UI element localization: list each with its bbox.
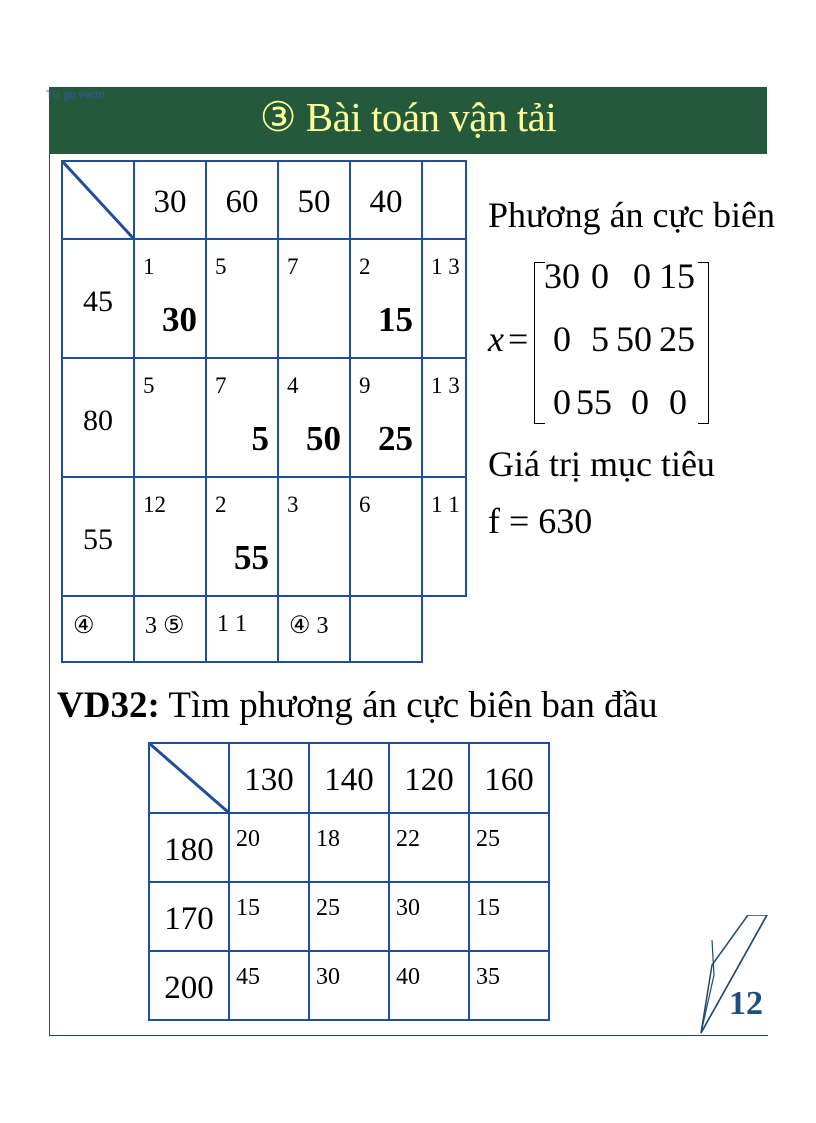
matrix-entry: 0 xyxy=(553,319,571,359)
allocation-value: 50 xyxy=(306,419,341,458)
matrix-entry: 0 xyxy=(631,382,649,422)
x-variable: x xyxy=(488,319,504,359)
demand-value: 130 xyxy=(244,762,294,798)
cost-value: 2 xyxy=(359,254,371,279)
cost-cell xyxy=(309,951,389,1020)
potential-cell xyxy=(422,239,466,358)
supply-cell xyxy=(62,239,134,358)
footer-cell xyxy=(134,596,206,662)
transport-table-2 xyxy=(148,742,550,1021)
footer-cell xyxy=(206,596,278,662)
cost-value: 30 xyxy=(396,895,420,921)
cost-cell xyxy=(469,813,549,882)
cost-cell xyxy=(469,951,549,1020)
cost-value: 18 xyxy=(316,826,340,852)
slide-title: ③ Bài toán vận tải xyxy=(259,94,557,140)
cost-value: 40 xyxy=(396,964,420,990)
title-bar xyxy=(49,87,767,154)
cost-value: 12 xyxy=(143,492,166,517)
allocation-value: 30 xyxy=(162,300,197,339)
matrix-entry: 15 xyxy=(659,256,695,296)
demand-cell xyxy=(309,743,389,813)
cost-cell xyxy=(206,358,278,477)
supply-cell xyxy=(149,951,229,1020)
cost-value: 3 xyxy=(287,492,299,517)
cost-cell xyxy=(134,477,206,596)
cost-cell xyxy=(229,882,309,951)
supply-cell xyxy=(149,813,229,882)
cost-cell xyxy=(278,239,350,358)
footer-cell xyxy=(350,596,422,662)
demand-value: 140 xyxy=(324,762,374,798)
example-text: Tìm phương án cực biên ban đầu xyxy=(159,685,658,726)
cost-value: 35 xyxy=(476,964,500,990)
demand-cell xyxy=(134,161,206,239)
corner-cell xyxy=(62,161,134,239)
supply-value: 80 xyxy=(83,404,113,437)
cost-value: 6 xyxy=(359,492,371,517)
supply-value: 200 xyxy=(164,970,214,1006)
cost-value: 25 xyxy=(476,826,500,852)
page-number: 12 xyxy=(729,985,763,1022)
supply-value: 170 xyxy=(164,901,214,937)
demand-cell xyxy=(278,161,350,239)
cost-cell xyxy=(350,358,422,477)
cost-cell xyxy=(469,882,549,951)
objective-label: Giá trị mục tiêu xyxy=(488,444,715,484)
potential-value: 3 ⑤ xyxy=(145,613,185,639)
transport-table-1 xyxy=(61,160,467,663)
demand-cell xyxy=(389,743,469,813)
cost-cell xyxy=(278,358,350,477)
potential-cell xyxy=(422,477,466,596)
matrix-entry: 25 xyxy=(659,319,695,359)
cost-value: 4 xyxy=(287,373,299,398)
cost-cell xyxy=(229,951,309,1020)
demand-value: 160 xyxy=(484,762,534,798)
potential-value: 1 3 xyxy=(431,254,460,279)
matrix-entry: 5 xyxy=(591,319,609,359)
matrix-entry: 0 xyxy=(669,382,687,422)
cost-value: 5 xyxy=(143,373,155,398)
diagonal-line xyxy=(150,744,228,812)
cost-cell xyxy=(350,477,422,596)
cost-value: 22 xyxy=(396,826,420,852)
demand-cell xyxy=(350,161,422,239)
cost-cell xyxy=(229,813,309,882)
cost-value: 7 xyxy=(287,254,299,279)
cost-cell xyxy=(309,882,389,951)
potential-value: 1 1 xyxy=(217,611,247,637)
cost-value: 45 xyxy=(236,964,260,990)
example-prefix: VD32: xyxy=(57,685,160,726)
demand-value: 50 xyxy=(297,184,331,220)
cost-value: 25 xyxy=(316,895,340,921)
cost-cell xyxy=(134,358,206,477)
equals-sign: = xyxy=(508,319,529,359)
cost-value: 7 xyxy=(215,373,227,398)
cost-value: 9 xyxy=(359,373,371,398)
potential-cell xyxy=(422,358,466,477)
demand-cell xyxy=(469,743,549,813)
cost-value: 2 xyxy=(215,492,227,517)
demand-cell xyxy=(229,743,309,813)
cost-value: 5 xyxy=(215,254,227,279)
matrix-entry: 0 xyxy=(591,256,609,296)
allocation-value: 25 xyxy=(378,419,413,458)
diagonal-line xyxy=(63,162,133,238)
cost-cell xyxy=(350,239,422,358)
demand-value: 30 xyxy=(153,184,187,220)
matrix-entry: 50 xyxy=(616,319,652,359)
allocation-value: 55 xyxy=(234,538,269,577)
cost-cell xyxy=(389,813,469,882)
demand-cell xyxy=(206,161,278,239)
demand-value: 60 xyxy=(225,184,259,220)
matrix-entry: 30 xyxy=(544,256,580,296)
watermark-text: Từ gọ vecto xyxy=(46,89,105,101)
supply-cell xyxy=(62,358,134,477)
allocation-value: 15 xyxy=(378,300,413,339)
plan-label: Phương án cực biên xyxy=(488,195,775,235)
footer-cell xyxy=(278,596,350,662)
matrix-entry: 0 xyxy=(633,256,651,296)
potential-value: ④ xyxy=(73,613,95,639)
potential-value: 1 3 xyxy=(431,373,460,398)
supply-cell xyxy=(62,477,134,596)
cost-cell xyxy=(134,239,206,358)
potential-value: 1 1 xyxy=(431,492,460,517)
demand-value: 120 xyxy=(404,762,454,798)
supply-value: 45 xyxy=(83,285,113,318)
cost-cell xyxy=(389,951,469,1020)
matrix-entry: 55 xyxy=(576,382,612,422)
supply-value: 180 xyxy=(164,832,214,868)
footer-cell xyxy=(62,596,134,662)
potential-value: ④ 3 xyxy=(289,613,329,639)
cost-value: 15 xyxy=(236,895,260,921)
cost-cell xyxy=(389,882,469,951)
cost-cell xyxy=(278,477,350,596)
cost-value: 15 xyxy=(476,895,500,921)
cost-value: 1 xyxy=(143,254,155,279)
supply-cell xyxy=(149,882,229,951)
matrix-entry: 0 xyxy=(553,382,571,422)
demand-value: 40 xyxy=(369,184,403,220)
potential-header-cell xyxy=(422,161,466,239)
allocation-value: 5 xyxy=(251,419,269,458)
supply-value: 55 xyxy=(83,523,113,556)
cost-value: 20 xyxy=(236,826,260,852)
example-heading xyxy=(57,684,658,727)
cost-cell xyxy=(206,477,278,596)
objective-value: f = 630 xyxy=(488,501,593,541)
cost-value: 30 xyxy=(316,964,340,990)
cost-cell xyxy=(206,239,278,358)
corner-cell xyxy=(149,743,229,813)
cost-cell xyxy=(309,813,389,882)
